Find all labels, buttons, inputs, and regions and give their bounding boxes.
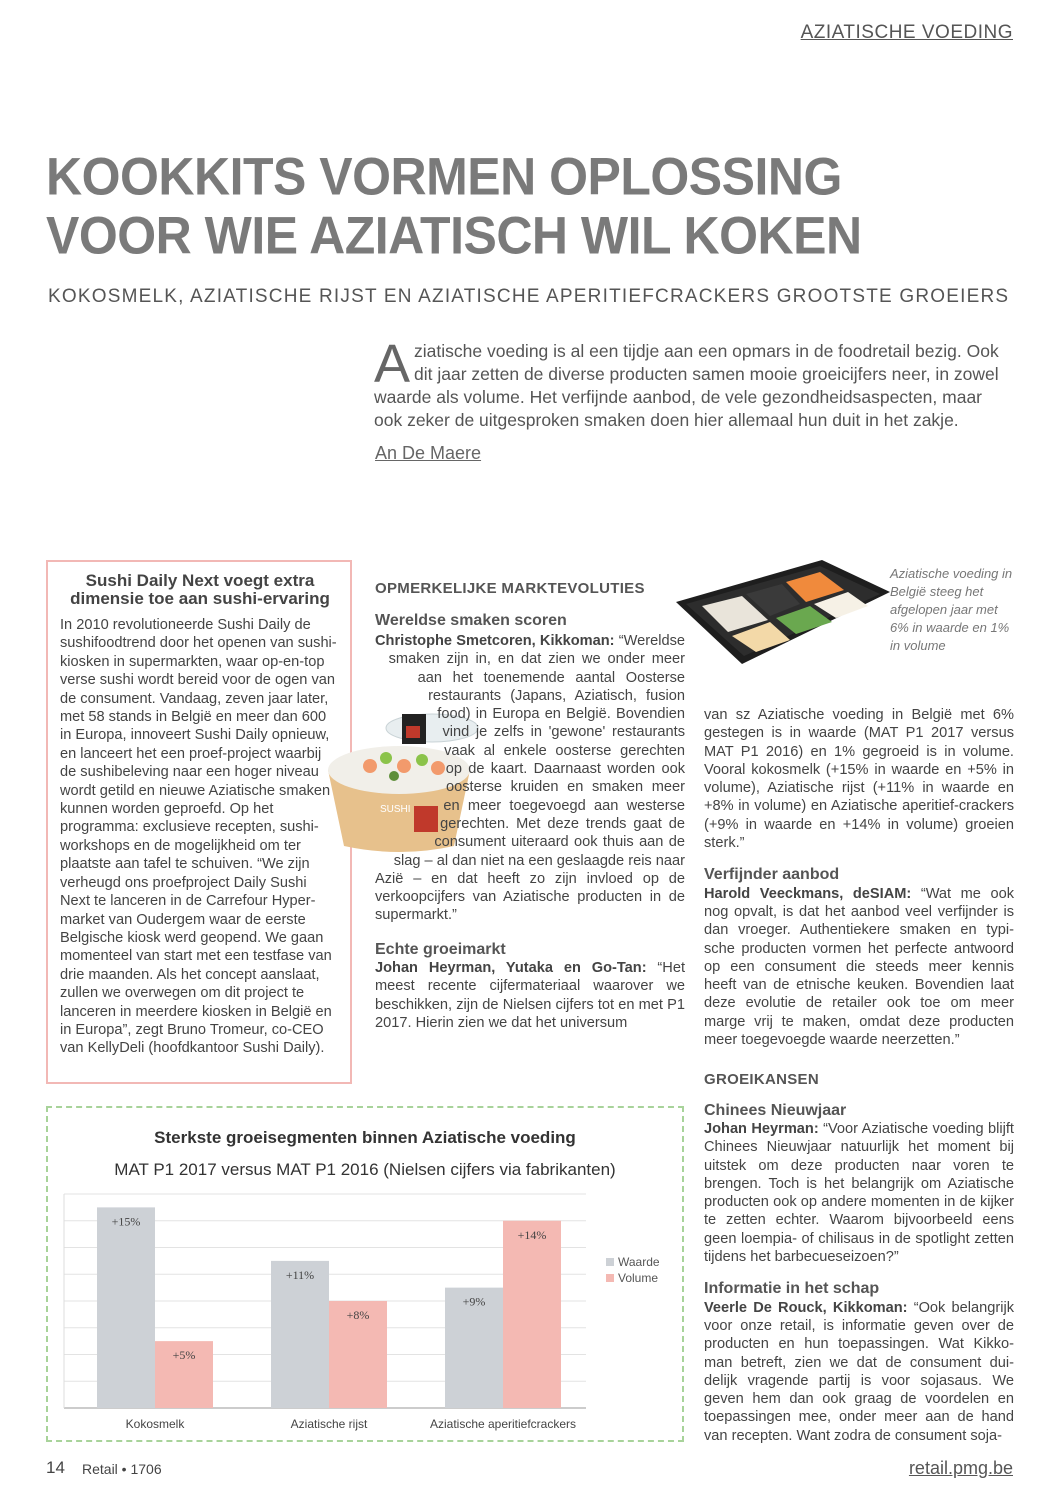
speaker-name: Johan Heyrman: bbox=[704, 1120, 819, 1137]
page-number: 14 bbox=[46, 1458, 65, 1477]
column-2-top bbox=[375, 580, 685, 631]
bento-box-photo bbox=[672, 552, 894, 670]
section-heading: OPMERKELIJKE MARKTEVOLUTIES bbox=[375, 580, 645, 597]
speaker-name: Harold Veeckmans, deSIAM: bbox=[704, 885, 912, 902]
bar-volume bbox=[503, 1221, 561, 1408]
title-line-1: KOOKKITS VORMEN OPLOSSING bbox=[46, 147, 842, 206]
article-subtitle: KOKOSMELK, AZIATISCHE RIJST EN AZIATISCHE APERITIEFCRACKERS GROOTSTE GROEIERS bbox=[48, 286, 1010, 307]
chart-subtitle: MAT P1 2017 versus MAT P1 2016 (Nielsen cijfers via fabrikanten) bbox=[114, 1160, 616, 1179]
title-line-2: VOOR WIE AZIATISCH WIL KOKEN bbox=[46, 206, 862, 265]
subheading: Informatie in het schap bbox=[704, 1280, 880, 1298]
column-3 bbox=[704, 706, 1014, 1445]
paragraph-text: “Wereldse smaken zijn in, en dat zien we onder meer aan het toenemende aantal Oosterse restaurants (Japans, Aziatisch, fusion food) in Europa en België. Bovendien vind je zelfs in 'gewone' restaurants vaak al enkele oosterse gerechten op de kaart. Daarnaast worden ook oosterse kruiden en smaken meer en meer toegevoegd aan westerse gerechten. Met deze trends gaat de consument uiteraard ook thuis aan de slag – al dan niet na een geslaagde reis naar Azië – en dat heeft zo zijn invloed op de verkoopcijfers van Aziatische producten in de supermarkt.” bbox=[375, 633, 685, 924]
subheading: Verfijnder aanbod bbox=[704, 866, 840, 884]
publication-issue: Retail • 1706 bbox=[82, 1461, 162, 1477]
drop-cap: A bbox=[374, 334, 411, 394]
sidebar-body: In 2010 revolutioneerde Sushi Daily de sushifoodtrend door het openen van sushi-kiosken in supermarkten, waar op-en-top verse sushi wordt bereid voor de ogen van de consument. Vandaag, zeven jaar later, met 58 stands in België en meer dan 600 in Europa, innoveert Sushi Daily opnieuw, en lanceert het een proef-project waarbij de sushibeleving naar een hoger niveau wordt getild en nieuwe Aziatische smaken kunnen worden geproefd. Op het programma: exclusieve recepten, sushi-workshops en de mogelijkheid om ter plaatste aan tafel te schuiven. “We zijn verheugd ons proefproject Daily Sushi Next te lanceren in de Carrefour Hyper-market van Oudergem waar de eerste Belgische kiosk werd geopend. We gaan momenteel van start met een testfase van drie maanden. Als het concept aanslaat, zullen we overwegen om dit project te lanceren in meerdere kiosken in België en in Europa”, zegt Bruno Tromeur, co-CEO van KellyDeli (hoofdkantoor Sushi Daily). bbox=[60, 617, 337, 1057]
subheading: Chinees Nieuwjaar bbox=[704, 1101, 847, 1119]
legend-label: Volume bbox=[618, 1271, 659, 1285]
data-label: +5% bbox=[172, 1348, 196, 1363]
bar-chart bbox=[60, 1190, 676, 1440]
data-label: +15% bbox=[111, 1214, 141, 1229]
paragraph-0: van sz Aziatische voeding in België met 6% gestegen is in waarde (MAT P1 2017 versus MAT P1 2016) en 1% gegroeid is in volume. Vooral kokosmelk (+15% in waarde en +5% in volume), Aziatische rijst (+11% in waarde en +8% in volume) en Aziatische aperitief-crackers (+9% in waarde en +14% in volume) groeien sterk.” bbox=[704, 707, 1014, 852]
paragraph-text: “Ook belangrijk voor onze retail, is informatie geven over de producten en hun toepassingen. Wat Kikko-man betreft, zien we dat de consument dui-delijk vragende partij is voor sojasaus. We geven hem dan ook graag de voordelen en toepassingen mee, onder meer aan de hand van recepten. Want zodra de consument soja- bbox=[704, 1299, 1014, 1444]
paragraph-1 bbox=[375, 632, 685, 925]
speaker-name: Johan Heyrman, Yutaka en Go-Tan: bbox=[375, 960, 647, 977]
subheading: Echte groeimarkt bbox=[375, 940, 506, 958]
speaker-name: Christophe Smetcoren, Kikkoman: bbox=[375, 633, 615, 649]
photo-caption: Aziatische voeding in België steeg het afgelopen jaar met 6% in waarde en 1% in volume bbox=[890, 566, 1013, 653]
website-link[interactable]: retail.pmg.be bbox=[908, 1458, 1013, 1478]
speaker-name: Veerle De Rouck, Kikkoman: bbox=[704, 1299, 908, 1316]
paragraph-text: “Wat me ook nog opvalt, is dat het aanbod veel verfijnder is dan vroeger. Authentiekere smaken en typi-sche producten vormen het perfecte antwoord op een consument die steeds meer kennis heeft van de etnische keuken. Bovendien laat deze evolutie de retailer ook toe om meer marge vrij te maken, omdat deze producten meer toegevoegde waarde neerzetten.” bbox=[704, 885, 1015, 1049]
svg-text:SUSHI: SUSHI bbox=[380, 804, 411, 815]
data-label: +9% bbox=[462, 1294, 486, 1309]
section-heading: GROEIKANSEN bbox=[704, 1071, 819, 1089]
column-2-body bbox=[375, 632, 685, 1032]
sidebar-title: Sushi Daily Next voegt extra dimensie toe aan sushi-ervaring bbox=[70, 571, 330, 608]
paragraph-text: “Het meest recente cijfermateriaal waarover we beschikken, zijn de Nielsen cijfers tot en met P1 2017. Hierin zien we dat het universum bbox=[375, 960, 686, 1031]
legend-label: Waarde bbox=[618, 1255, 660, 1269]
paragraph-1 bbox=[704, 885, 1014, 1050]
paragraph-2 bbox=[375, 959, 685, 1032]
section-tag: AZIATISCHE VOEDING bbox=[800, 22, 1013, 43]
category-label: Aziatische rijst bbox=[290, 1417, 368, 1431]
data-label: +14% bbox=[517, 1227, 547, 1242]
intro-text: ziatische voeding is al een tijdje aan een opmars in de foodretail bezig. Ook dit jaar zetten de diverse producten samen mooie groeicijfers neer, in zowel waarde als volume. Het verfijnde aanbod, de vele gezondheidsaspecten, maar ook zeker de uitgesproken smaken doen hier allemaal hun duit in het zakje. bbox=[374, 341, 999, 430]
paragraph-3 bbox=[704, 1299, 1014, 1445]
paragraph-2 bbox=[704, 1120, 1014, 1266]
paragraph-text: “Voor Aziatische voeding blijft Chinees Nieuwjaar natuurlijk het moment bij uitstek om deze producten naar voren te brengen. Toch is het belangrijk om Aziatische producten ook op andere momenten in de kijker te zetten echter. Waarom bijvoorbeeld eens geen loempia- of chilisaus in de spotlight zetten tijdens het barbecueseizoen?” bbox=[704, 1120, 1014, 1266]
legend-swatch bbox=[606, 1274, 614, 1282]
data-label: +8% bbox=[346, 1308, 370, 1322]
subheading: Wereldse smaken scoren bbox=[375, 612, 567, 630]
bar-waarde bbox=[271, 1261, 329, 1408]
category-label: Kokosmelk bbox=[125, 1417, 185, 1431]
category-label: Aziatische aperitiefcrackers bbox=[429, 1417, 577, 1431]
intro-paragraph bbox=[374, 334, 1014, 432]
article-title bbox=[46, 147, 1006, 265]
chart-title: Sterkste groeisegmenten binnen Aziatische voeding bbox=[154, 1128, 576, 1147]
author-byline[interactable]: An De Maere bbox=[375, 443, 482, 463]
sidebar-box bbox=[46, 560, 352, 1084]
bar-waarde bbox=[97, 1207, 155, 1408]
legend-swatch bbox=[606, 1258, 614, 1266]
data-label: +11% bbox=[285, 1267, 315, 1282]
